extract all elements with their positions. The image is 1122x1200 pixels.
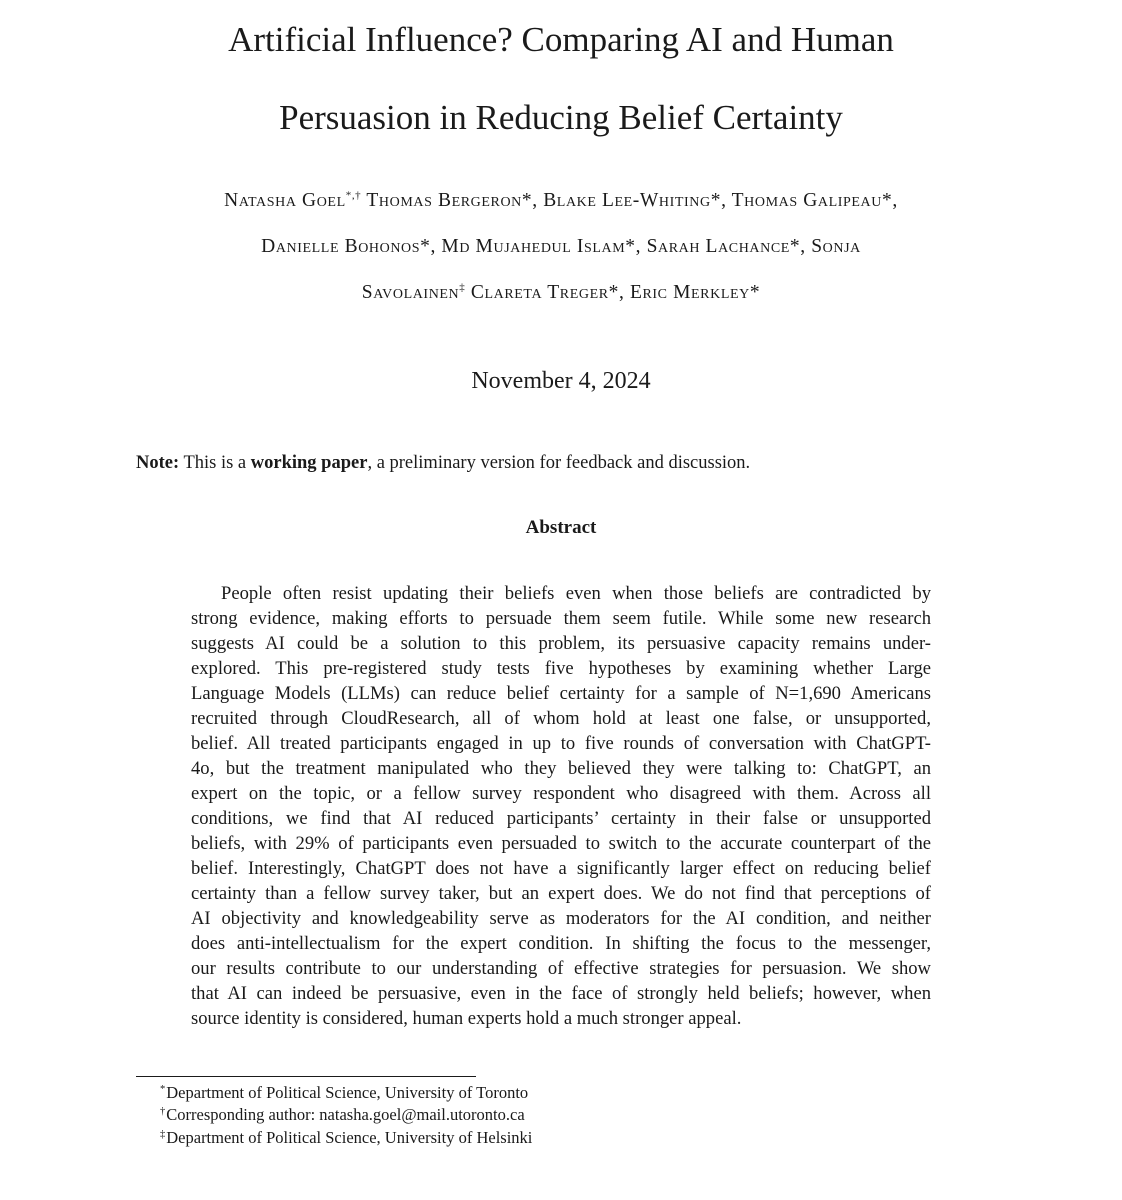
- paper-title-line-1: Artificial Influence? Comparing AI and Human: [228, 20, 894, 59]
- footnote-corresponding-author: [160, 1104, 525, 1126]
- working-paper-note: [136, 451, 750, 475]
- abstract-heading: Abstract: [525, 517, 597, 538]
- abstract-line: People often resist updating their beliefs even when those beliefs are contradicted by: [221, 583, 931, 604]
- abstract-line: suggests AI could be a solution to this problem, its persuasive capacity remains under-: [191, 633, 931, 654]
- footnote-mark: ‡: [160, 1128, 166, 1140]
- abstract-line: our results contribute to our understanding of effective strategies for persuasion. We show: [191, 958, 931, 979]
- abstract-line: AI objectivity and knowledgeability serve as moderators for the AI condition, and neither: [191, 908, 931, 929]
- abstract-line: explored. This pre-registered study tests five hypotheses by examining whether Large: [191, 658, 931, 679]
- abstract-line: that AI can indeed be persuasive, even in the face of strongly held beliefs; however, when: [191, 983, 931, 1004]
- abstract-line: strong evidence, making efforts to persuade them seem futile. While some new research: [191, 608, 931, 629]
- abstract-line: recruited through CloudResearch, all of whom hold at least one false, or unsupported,: [191, 708, 931, 729]
- footnote-helsinki: [160, 1127, 532, 1149]
- author-list-line-2: Danielle Bohonos*, Md Mujahedul Islam*, Sarah Lachance*, Sonja: [261, 236, 861, 257]
- footnote-rule: [136, 1076, 476, 1077]
- footnote-mark: †: [160, 1105, 166, 1117]
- footnote-text: Corresponding author: natasha.goel@mail.utoronto.ca: [166, 1105, 525, 1124]
- author-names: Thomas Bergeron*, Blake Lee-Whiting*, Thomas Galipeau*,: [361, 190, 898, 211]
- abstract-line: certainty than a fellow survey taker, but an expert does. We do not find that perceptions of: [191, 883, 931, 904]
- affiliation-mark: *,†: [345, 189, 362, 202]
- footnote-text: Department of Political Science, University of Toronto: [166, 1083, 529, 1102]
- abstract-line: source identity is considered, human experts hold a much stronger appeal.: [191, 1008, 742, 1029]
- abstract-line: expert on the topic, or a fellow survey respondent who disagreed with them. Across all: [191, 783, 931, 804]
- author-name: Natasha Goel: [224, 190, 346, 211]
- author-list-line-1: [0, 188, 1122, 214]
- note-emphasis: working paper: [250, 453, 368, 473]
- author-list-line-3: [0, 280, 1122, 306]
- note-label: Note:: [136, 453, 180, 473]
- note-text-after: , a preliminary version for feedback and discussion.: [367, 453, 751, 473]
- author-names: Clareta Treger*, Eric Merkley*: [465, 282, 761, 303]
- footnote-text: Department of Political Science, University of Helsinki: [166, 1128, 533, 1147]
- note-text-before: This is a: [179, 453, 251, 473]
- author-name: Savolainen: [361, 282, 460, 303]
- abstract-line: beliefs, with 29% of participants even persuaded to switch to the accurate counterpart of the: [191, 833, 931, 854]
- abstract-line: belief. Interestingly, ChatGPT does not have a significantly larger effect on reducing belief: [191, 858, 931, 879]
- abstract-line: does anti-intellectualism for the expert condition. In shifting the focus to the messenger,: [191, 933, 931, 954]
- abstract-line: 4o, but the treatment manipulated who they believed they were talking to: ChatGPT, an: [191, 758, 931, 779]
- abstract-line: belief. All treated participants engaged in up to five rounds of conversation with ChatGPT-: [191, 733, 931, 754]
- affiliation-mark: ‡: [459, 281, 466, 294]
- paper-title-line-2: Persuasion in Reducing Belief Certainty: [279, 98, 843, 137]
- footnote-mark: *: [160, 1083, 166, 1095]
- paper-date: November 4, 2024: [471, 368, 651, 394]
- abstract-line: conditions, we find that AI reduced participants’ certainty in their false or unsupported: [191, 808, 931, 829]
- footnote-toronto: [160, 1082, 528, 1104]
- abstract-line: Language Models (LLMs) can reduce belief certainty for a sample of N=1,690 Americans: [191, 683, 931, 704]
